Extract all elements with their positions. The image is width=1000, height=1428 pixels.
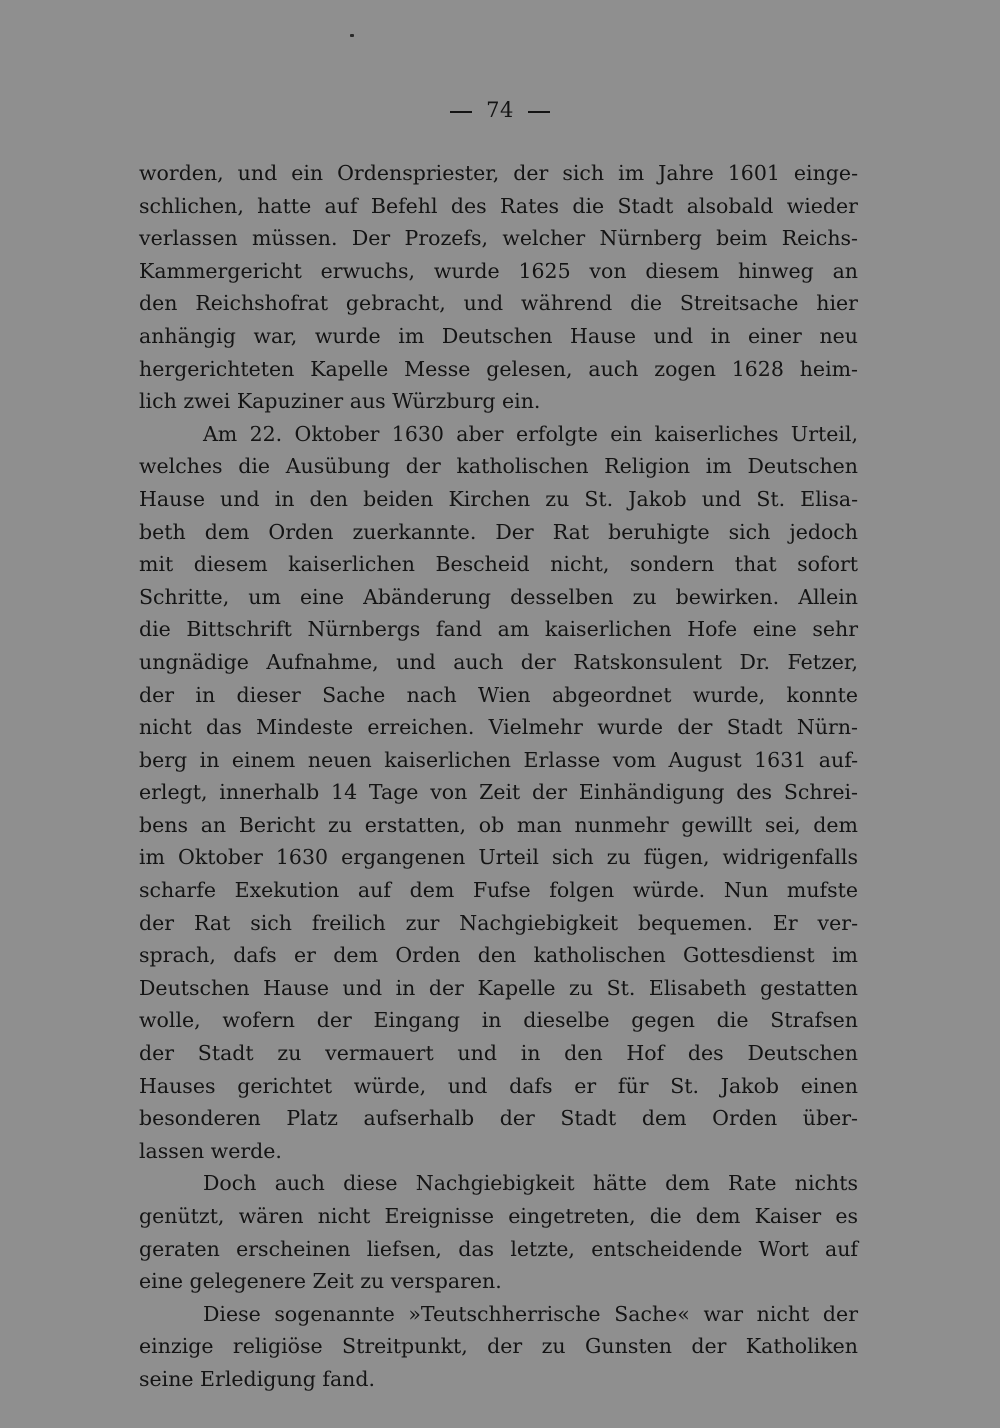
text-line: geraten erscheinen liefsen, das letzte, entscheidende Wort auf: [139, 1236, 858, 1261]
text-line: seine Erledigung fand.: [139, 1366, 376, 1391]
left-dash: [450, 111, 472, 113]
text-line: der Stadt zu vermauert und in den Hof des Deutschen: [139, 1041, 858, 1066]
paragraph: [139, 1167, 858, 1297]
text-line: besonderen Platz aufserhalb der Stadt dem Orden über-: [139, 1106, 858, 1131]
text-line: einzige religiöse Streitpunkt, der zu Gunsten der Katholiken: [139, 1334, 858, 1359]
text-line: im Oktober 1630 ergangenen Urteil sich zu fügen, widrigenfalls: [139, 845, 858, 870]
text-line: anhängig war, wurde im Deutschen Hause und in einer neu: [139, 323, 858, 348]
paragraph: [139, 418, 858, 1168]
text-line: Doch auch diese Nachgiebigkeit hätte dem Rate nichts: [203, 1171, 858, 1196]
text-line: beth dem Orden zuerkannte. Der Rat beruhigte sich jedoch: [139, 519, 858, 544]
text-line: Kammergericht erwuchs, wurde 1625 von diesem hinweg an: [139, 258, 858, 283]
text-line: eine gelegenere Zeit zu versparen.: [139, 1269, 502, 1294]
text-line: nicht das Mindeste erreichen. Vielmehr wurde der Stadt Nürn-: [139, 715, 858, 740]
text-line: Diese sogenannte »Teutschherrische Sache« war nicht der: [203, 1301, 858, 1326]
text-line: verlassen müssen. Der Prozefs, welcher Nürnberg beim Reichs-: [139, 226, 858, 251]
text-line: genützt, wären nicht Ereignisse eingetreten, die dem Kaiser es: [139, 1204, 858, 1228]
text-line: sprach, dafs er dem Orden den katholischen Gottesdienst im: [139, 943, 858, 968]
text-line: worden, und ein Ordenspriester, der sich im Jahre 1601 einge-: [139, 161, 858, 185]
text-line: Deutschen Hause und in der Kapelle zu St. Elisabeth gestatten: [139, 975, 858, 1000]
text-line: ungnädige Aufnahme, und auch der Ratskonsulent Dr. Fetzer,: [139, 649, 858, 674]
paragraph: [139, 1298, 858, 1396]
text-line: den Reichshofrat gebracht, und während die Streitsache hier: [139, 291, 858, 316]
text-line: der Rat sich freilich zur Nachgiebigkeit bequemen. Er ver-: [139, 910, 858, 935]
paragraph: [139, 157, 858, 418]
text-line: der in dieser Sache nach Wien abgeordnet wurde, konnte: [139, 682, 858, 707]
text-line: lassen werde.: [139, 1138, 282, 1163]
text-line: wolle, wofern der Eingang in dieselbe gegen die Strafsen: [139, 1008, 858, 1033]
text-line: bens an Bericht zu erstatten, ob man nunmehr gewillt sei, dem: [139, 812, 858, 837]
text-line: Schritte, um eine Abänderung desselben zu bewirken. Allein: [139, 584, 858, 609]
text-line: hergerichteten Kapelle Messe gelesen, auch zogen 1628 heim-: [139, 356, 858, 381]
text-line: Hauses gerichtet würde, und dafs er für St. Jakob einen: [139, 1073, 858, 1098]
text-line: lich zwei Kapuziner aus Würzburg ein.: [139, 389, 541, 414]
text-line: berg in einem neuen kaiserlichen Erlasse vom August 1631 auf-: [139, 747, 858, 772]
text-line: die Bittschrift Nürnbergs fand am kaiserlichen Hofe eine sehr: [139, 617, 858, 642]
page-number-value: 74: [486, 98, 514, 122]
text-line: schlichen, hatte auf Befehl des Rates die Stadt alsobald wieder: [139, 193, 858, 218]
text-line: scharfe Exekution auf dem Fufse folgen würde. Nun mufste: [139, 878, 858, 903]
text-line: mit diesem kaiserlichen Bescheid nicht, sondern that sofort: [139, 552, 858, 577]
text-line: Hause und in den beiden Kirchen zu St. Jakob und St. Elisa-: [139, 486, 858, 511]
right-dash: [528, 111, 550, 113]
body-text: [139, 157, 858, 1396]
text-line: Am 22. Oktober 1630 aber erfolgte ein kaiserliches Urteil,: [203, 421, 858, 446]
text-line: welches die Ausübung der katholischen Religion im Deutschen: [139, 454, 858, 479]
page-number: [0, 98, 1000, 122]
text-line: erlegt, innerhalb 14 Tage von Zeit der Einhändigung des Schrei-: [139, 780, 858, 805]
print-speck: [350, 34, 354, 37]
